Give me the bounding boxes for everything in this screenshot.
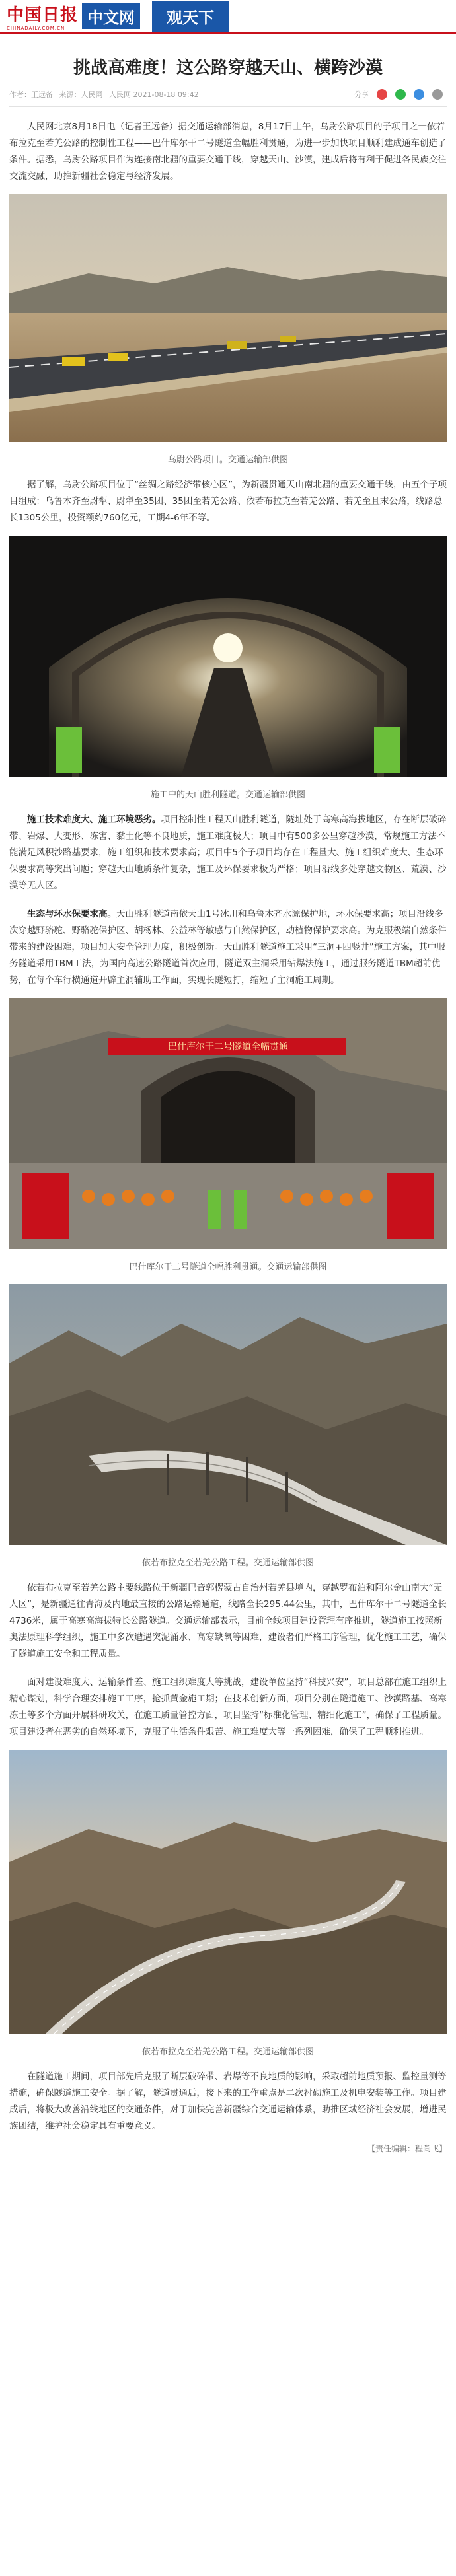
photo-winding-highway	[9, 1750, 447, 2034]
logo-box: 中文网	[82, 3, 140, 29]
paragraph-2: 据了解，乌尉公路项目位于“丝绸之路经济带核心区”，为新疆贯通天山南北疆的重要交通干线，由五个子项目组成：乌鲁木齐至尉犁、尉犁至35团、35团至若羌公路、依若布拉克至若羌公路、若羌至且末公路，线路总长1305公里，投资额约760亿元，工期4-6年不等。	[9, 480, 447, 523]
photo-tunnel-construction	[9, 536, 447, 777]
logo-subtext: CHINADAILY.COM.CN	[7, 26, 65, 31]
paragraph-3: 施工技术难度大、施工环境恶劣。项目控制性工程天山胜利隧道，隧址处于高寒高海拔地区，存在断层破碎带、岩爆、大变形、冻害、黏土化等不良地质，施工难度极大；项目中有500多公里穿越沙漠，常规施工方法不能满足风积沙路基要求，施工组织和技术要求高；项目中5个子项目均存在工程量大、施工组织难度大、生态环保要求高等突出问题；穿越天山地质条件复杂，施工及环保要求极为严格；项目沿线多处穿越文物区、荒漠、沙漠等无人区。	[9, 814, 447, 891]
paragraph-4: 生态与环水保要求高。天山胜利隧道南依天山1号冰川和乌鲁木齐水源保护地，环水保要求高；项目沿线多次穿越野骆驼、野骆驼保护区、胡杨林、公益林等敏感与自然保护区，动植物保护要求高。为克服极端自然条件带来的建设困难，项目加大安全管理力度，积极创新。天山胜利隧道施工采用“三洞+四竖井”施工方案，其中服务隧道采用TBM工法，为国内高速公路隧道首次应用，隧道双主洞采用钻爆法施工，通过服务隧道TBM超前优势，在每个车行横通道开辟主洞辅助工作面，实现长隧短打，缩短了主洞施工周期。	[9, 909, 447, 985]
site-header	[0, 0, 456, 34]
wechat-icon[interactable]	[395, 89, 406, 100]
caption-3: 巴什库尔干二号隧道全幅胜利贯通。交通运输部供图	[129, 1262, 327, 1272]
more-share-icon[interactable]	[432, 89, 443, 100]
caption-1: 乌尉公路项目。交通运输部供图	[167, 455, 288, 465]
caption-4: 依若布拉克至若羌公路工程。交通运输部供图	[141, 1558, 314, 1568]
article-body	[9, 119, 447, 2135]
caption-2: 施工中的天山胜利隧道。交通运输部供图	[150, 790, 305, 800]
event-banner-text: 巴什库尔干二号隧道全幅贯通	[168, 1042, 288, 1052]
photo-mountain-highway	[9, 1284, 447, 1545]
paragraph-5: 依若布拉克至若羌公路主要线路位于新疆巴音郭楞蒙古自治州若羌县境内，穿越罗布泊和阿尔金山南大“无人区”，是新疆通往青海及内地最直接的公路运输通道，线路全长295.44公里，其中，巴什库尔干二号隧道全长4736米，属于高寒高海拔特长公路隧道。交通运输部表示，目前全线项目建设管理有序推进，隧道施工按照新奥法原理科学组织，施工中多次遭遇突泥涌水、高寒缺氧等困难，建设者们严格工序管理，优化施工工艺，确保了隧道施工安全和工程质量。	[9, 1583, 447, 1659]
paragraph-4-lead: 生态与环水保要求高。	[27, 909, 116, 919]
photo-tunnel-ceremony	[9, 998, 447, 1249]
site-logo[interactable]	[7, 1, 140, 31]
article-title: 挑战高难度！这公路穿越天山、横跨沙漠	[73, 58, 383, 78]
publish-time: 人民网 2021-08-18 09:42	[109, 90, 199, 99]
photo-desert-highway	[9, 194, 447, 442]
channel-tab[interactable]: 观天下	[152, 1, 229, 32]
article-meta	[9, 89, 447, 107]
logo-text: 中国日报	[7, 5, 79, 25]
weibo-icon[interactable]	[377, 89, 387, 100]
share-bar	[354, 89, 447, 100]
paragraph-1: 人民网北京8月18日电（记者王远备）据交通运输部消息，8月17日上午，乌尉公路项目的子项目之一依若布拉克至若羌公路的控制性工程——巴什库尔干二号隧道全幅胜利贯通，为进一步加快项目顺利建成通车创造了条件。据悉，乌尉公路项目作为连接南北疆的重要交通干线，穿越天山、沙漠，建成后将有利于促进各民族交往交流交融，助推新疆社会稳定与经济发展。	[9, 122, 447, 182]
source: 来源：人民网	[59, 90, 103, 99]
qzone-icon[interactable]	[414, 89, 424, 100]
author: 作者：王远备	[9, 90, 53, 99]
share-label: 分享	[354, 90, 369, 99]
editor-credit: 【责任编辑：程尚飞】	[367, 2144, 447, 2153]
paragraph-3-lead: 施工技术难度大、施工环境恶劣。	[27, 814, 161, 825]
caption-5: 依若布拉克至若羌公路工程。交通运输部供图	[141, 2047, 314, 2057]
paragraph-6: 面对建设难度大、运输条件差、施工组织难度大等挑战，建设单位坚持“科技兴安”，项目总部在施工组织上精心谋划，科学合理安排施工工序，抢抓黄金施工期；在技术创新方面，项目分别在隧道施工、沙漠路基、高寒冻土等多个方面开展科研攻关，在施工质量管控方面，项目坚持“标准化管理、精细化施工”，确保了工程质量。项目建设者在恶劣的自然环境下，克服了生活条件艰苦、施工难度大等一系列困难，确保了工程顺利推进。	[9, 1677, 447, 1737]
paragraph-7: 在隧道施工期间，项目部先后克服了断层破碎带、岩爆等不良地质的影响，采取超前地质预报、监控量测等措施，确保隧道施工安全。据了解，隧道贯通后，接下来的工作重点是二次衬砌施工及机电安装等工作。项目建成后，将极大改善沿线地区的交通条件，对于加快完善新疆综合交通运输体系，助推区域经济社会发展，增进民族团结，维护社会稳定具有重要意义。	[9, 2071, 447, 2131]
